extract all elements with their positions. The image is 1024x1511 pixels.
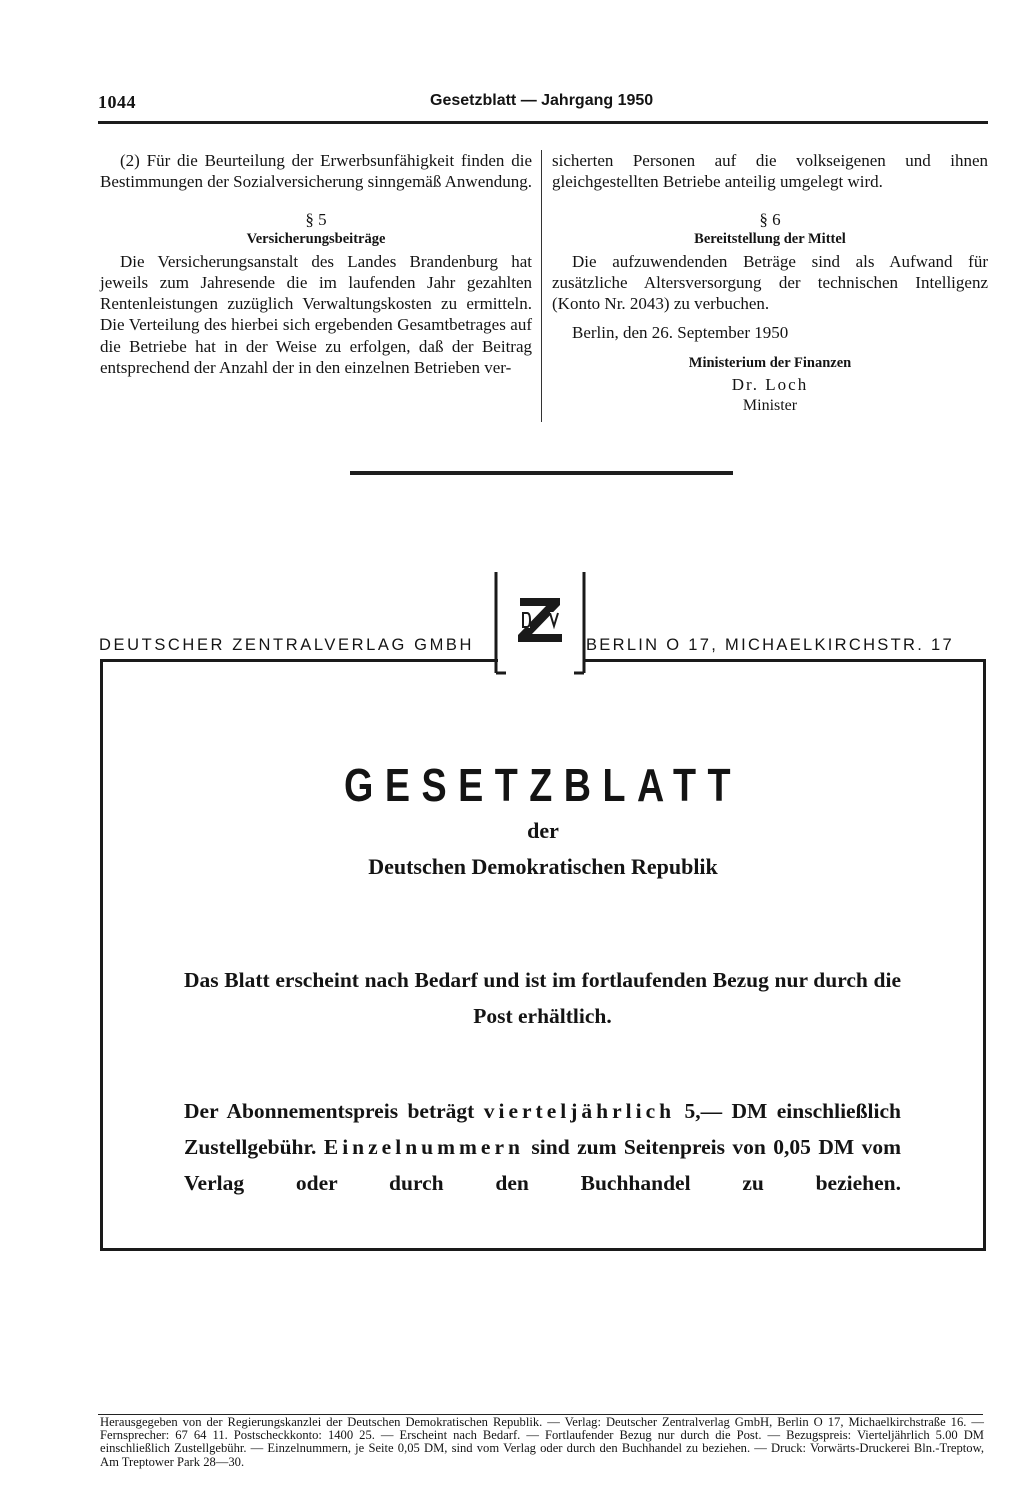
- signature-title: Minister: [742, 396, 798, 414]
- page-header: [98, 90, 986, 118]
- signature-block: [552, 353, 988, 416]
- pricing-text-c: 5,— DM einschließlich Zustellgebühr.: [184, 1099, 901, 1159]
- dzv-logo-icon: [494, 572, 586, 675]
- column-divider: [541, 150, 542, 422]
- publisher-address: BERLIN O 17, MICHAELKIRCHSTR. 17: [586, 636, 954, 654]
- distribution-notice: Das Blatt erscheint nach Bedarf und ist im fortlaufenden Bezug nur durch die Post erhältlich.: [184, 968, 901, 1028]
- page-number: 1044: [98, 92, 136, 112]
- header-rule: [98, 121, 988, 124]
- paragraph-2: (2) Für die Beurteilung der Erwerbsunfähigkeit finden die Bestimmungen der Sozialversicherung sinngemäß Anwendung.: [100, 151, 532, 192]
- imprint: Herausgegeben von der Regierungskanzlei der Deutschen Demokratischen Republik. — Verlag: Deutscher Zentralverlag GmbH, Berlin O 17, Michaelkirchstraße 16. — Fernsprecher: 67 64 11. Postscheckkonto: 1400 25. — Erscheint nach Bedarf. — Fortlaufender Bezug nur durch die Post. — Bezugspreis: Vierteljährlich 5.00 DM einschließlich Zustellgebühr. — Einzelnummern, je Seite 0,05 DM, sind vom Verlag oder durch den Buchhandel zu beziehen. — Druck: Vorwärts-Druckerei Bln.-Treptow, Am Treptower Park 28—30.: [100, 1415, 984, 1469]
- section-5-text: Die Versicherungsanstalt des Landes Brandenburg hat jeweils zum Jahresende die im laufenden Jahr gezahlten Rentenleistungen zuzüglich Verwaltungskosten zu ermitteln. Die Verteilung des hierbei sich ergebenden Gesamtbetrages auf die Betriebe hat in der Weise zu erfolgen, daß der Beitrag entsprechend der Anzahl der in den einzelnen Betrieben ver-: [100, 251, 532, 378]
- pricing-text-a: Der Abonnementspreis beträgt: [184, 1099, 475, 1123]
- section-6-text: Die aufzuwendenden Beträge sind als Aufwand für zusätzliche Altersversorgung der technischen Intelligenz (Konto Nr. 2043) zu verbuchen.: [552, 251, 988, 314]
- section-5-sign: § 5: [305, 209, 327, 229]
- running-title: Gesetzblatt — Jahrgang 1950: [430, 92, 654, 109]
- left-column: [100, 150, 532, 378]
- date-line: Berlin, den 26. September 1950: [572, 323, 789, 343]
- gazette-title: GESETZBLATT: [344, 759, 742, 811]
- pricing-notice: [184, 1093, 901, 1201]
- signature-ministry: Ministerium der Finanzen: [688, 354, 852, 371]
- right-column: [552, 150, 988, 416]
- pricing-text-single-issues: Einzelnummern: [323, 1135, 524, 1159]
- section-6-sign: § 6: [759, 209, 781, 229]
- gazette-republic: Deutschen Demokratischen Republik: [368, 854, 718, 879]
- dzv-logo: [494, 572, 586, 675]
- section-6-heading: Bereitstellung der Mittel: [694, 230, 846, 247]
- gazette-subtitle-der: der: [527, 818, 559, 843]
- section-divider-rule: [350, 471, 733, 475]
- continuation-text: sicherten Personen auf die volkseigenen und ihnen gleichgestellten Betriebe anteilig umgelegt wird.: [552, 151, 988, 192]
- section-5-heading: Versicherungsbeiträge: [246, 230, 386, 247]
- pricing-text-e: sind zum Seitenpreis von 0,05 DM vom Verlag oder durch den Buchhandel zu beziehen.: [184, 1135, 902, 1195]
- signature-name: Dr. Loch: [731, 374, 809, 394]
- pricing-text-quarterly: vierteljährlich: [483, 1099, 676, 1123]
- publisher-name: DEUTSCHER ZENTRALVERLAG GMBH: [99, 636, 475, 654]
